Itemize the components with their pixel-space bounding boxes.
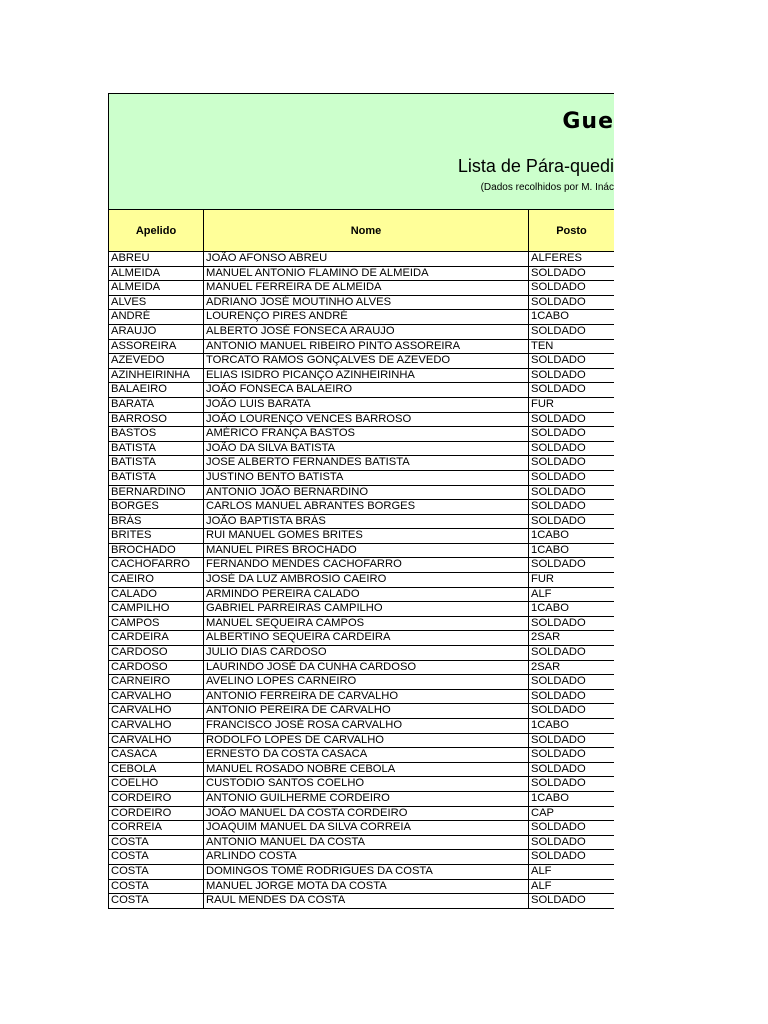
posto-cell: SOLDADO (531, 354, 586, 367)
table-row (108, 325, 614, 340)
table-row (108, 558, 614, 573)
apelido-cell: CORDEIRO (109, 807, 204, 821)
nome-cell: JOSE ALBERTO FERNANDES BATISTA (204, 456, 529, 470)
posto-cell: SOLDADO (531, 646, 586, 659)
table-row (108, 456, 614, 471)
table-row (108, 340, 614, 355)
posto-cell: SOLDADO (531, 821, 586, 834)
apelido-cell: BATISTA (109, 456, 204, 470)
apelido-cell: CASACA (109, 748, 204, 762)
posto-cell: SOLDADO (531, 441, 586, 454)
nome-cell: MANUEL JORGE MOTA DA COSTA (204, 880, 529, 894)
table-row (108, 369, 614, 384)
apelido-cell: ANDRÉ (109, 310, 204, 324)
apelido-cell: CORDEIRO (109, 792, 204, 806)
table-row (108, 719, 614, 734)
posto-cell: SOLDADO (531, 675, 586, 688)
apelido-cell: BALAEIRO (109, 383, 204, 397)
nome-cell: AVELINO LOPES CARNEIRO (204, 675, 529, 689)
table-row (108, 500, 614, 515)
table-row (108, 748, 614, 763)
nome-cell: FERNANDO MENDES CACHOFARRO (204, 558, 529, 572)
nome-cell: ARLINDO COSTA (204, 850, 529, 864)
table-row (108, 296, 614, 311)
posto-cell: SOLDADO (531, 558, 586, 571)
posto-cell: SOLDADO (531, 470, 586, 483)
apelido-cell: COSTA (109, 880, 204, 894)
nome-cell: JOÃO LUIS BARATA (204, 398, 529, 412)
posto-cell: SOLDADO (531, 485, 586, 498)
apelido-cell: BROCHADO (109, 544, 204, 558)
nome-cell: ALBERTINO SEQUEIRA CARDEIRA (204, 631, 529, 645)
posto-cell: SOLDADO (531, 777, 586, 790)
nome-cell: CARLOS MANUEL ABRANTES BORGES (204, 500, 529, 514)
nome-cell: JUSTINO BENTO BATISTA (204, 471, 529, 485)
apelido-cell: AZINHEIRINHA (109, 369, 204, 383)
nome-cell: ELIAS ISIDRO PICANÇO AZINHEIRINHA (204, 369, 529, 383)
nome-cell: MANUEL FERREIRA DE ALMEIDA (204, 281, 529, 295)
table-row (108, 865, 614, 880)
nome-cell: JOÃO MANUEL DA COSTA CORDEIRO (204, 807, 529, 821)
apelido-cell: BASTOS (109, 427, 204, 441)
apelido-cell: BATISTA (109, 442, 204, 456)
table-row (108, 486, 614, 501)
table-row (108, 267, 614, 282)
apelido-cell: BORGES (109, 500, 204, 514)
table-row (108, 471, 614, 486)
posto-cell: SOLDADO (531, 368, 586, 381)
table-row (108, 661, 614, 676)
nome-cell: CUSTODIO SANTOS COELHO (204, 777, 529, 791)
banner-title: Gue (562, 109, 614, 134)
posto-cell: SOLDADO (531, 748, 586, 761)
apelido-cell: CAMPOS (109, 617, 204, 631)
nome-cell: RAUL MENDES DA COSTA (204, 894, 529, 908)
table-row (108, 807, 614, 822)
apelido-cell: ARAUJO (109, 325, 204, 339)
table-row (108, 777, 614, 792)
apelido-cell: ALMEIDA (109, 267, 204, 281)
posto-cell: ALFERES (531, 252, 582, 264)
nome-cell: GABRIEL PARREIRAS CAMPILHO (204, 602, 529, 616)
nome-cell: JOÃO LOURENÇO VENCES BARROSO (204, 413, 529, 427)
nome-cell: ANTONIO PEREIRA DE CARVALHO (204, 704, 529, 718)
nome-cell: JOÃO FONSECA BALAEIRO (204, 383, 529, 397)
apelido-cell: ABREU (109, 252, 204, 266)
apelido-cell: BRITES (109, 529, 204, 543)
posto-cell: SOLDADO (531, 762, 586, 775)
banner-subtitle: Lista de Pára-quedi (457, 156, 614, 176)
nome-cell: DOMINGOS TOMÉ RODRIGUES DA COSTA (204, 865, 529, 879)
nome-cell: ANTONIO MANUEL DA COSTA (204, 836, 529, 850)
posto-cell: SOLDADO (531, 733, 586, 746)
nome-cell: ANTONIO GUILHERME CORDEIRO (204, 792, 529, 806)
apelido-cell: COELHO (109, 777, 204, 791)
table-row (108, 880, 614, 895)
apelido-cell: CALADO (109, 588, 204, 602)
posto-cell: SOLDADO (531, 281, 586, 294)
apelido-cell: ALMEIDA (109, 281, 204, 295)
apelido-cell: CEBOLA (109, 763, 204, 777)
table-row (108, 763, 614, 778)
apelido-cell: CARDOSO (109, 646, 204, 660)
nome-cell: TORCATO RAMOS GONÇALVES DE AZEVEDO (204, 354, 529, 368)
posto-cell: 1CABO (531, 602, 569, 615)
table-row (108, 850, 614, 865)
posto-cell: SOLDADO (531, 850, 586, 863)
apelido-cell: BERNARDINO (109, 486, 204, 500)
table-row (108, 588, 614, 603)
nome-cell: ARMINDO PEREIRA CALADO (204, 588, 529, 602)
apelido-cell: CACHOFARRO (109, 558, 204, 572)
table-row (108, 383, 614, 398)
apelido-cell: CAEIRO (109, 573, 204, 587)
table-row (108, 252, 614, 267)
nome-cell: LAURINDO JOSÉ DA CUNHA CARDOSO (204, 661, 529, 675)
posto-cell: SOLDADO (531, 704, 586, 717)
nome-cell: AMÉRICO FRANÇA BASTOS (204, 427, 529, 441)
nome-cell: ANTONIO MANUEL RIBEIRO PINTO ASSOREIRA (204, 340, 529, 354)
column-header-apelido: Apelido (109, 210, 204, 251)
nome-cell: ANTONIO JOÃO BERNARDINO (204, 486, 529, 500)
apelido-cell: AZEVEDO (109, 354, 204, 368)
table-row (108, 836, 614, 851)
apelido-cell: CARDEIRA (109, 631, 204, 645)
posto-cell: 1CABO (531, 529, 569, 542)
posto-cell: SOLDADO (531, 456, 586, 469)
posto-cell: ALF (531, 587, 552, 600)
nome-cell: ADRIANO JOSÉ MOUTINHO ALVES (204, 296, 529, 310)
table-row (108, 398, 614, 413)
table-row (108, 690, 614, 705)
table-row (108, 310, 614, 325)
posto-cell: ALF (531, 864, 552, 877)
apelido-cell: COSTA (109, 850, 204, 864)
table-row (108, 792, 614, 807)
nome-cell: JULIO DIAS CARDOSO (204, 646, 529, 660)
table-row (108, 646, 614, 661)
nome-cell: MANUEL PIRES BROCHADO (204, 544, 529, 558)
table-row (108, 413, 614, 428)
posto-cell: SOLDADO (531, 689, 586, 702)
posto-cell: SOLDADO (531, 514, 586, 527)
posto-cell: CAP (531, 806, 555, 819)
posto-cell: SOLDADO (531, 427, 586, 440)
table-row (108, 515, 614, 530)
posto-cell: SOLDADO (531, 412, 586, 425)
apelido-cell: COSTA (109, 865, 204, 879)
table-row (108, 281, 614, 296)
nome-cell: ERNESTO DA COSTA CASACA (204, 748, 529, 762)
table-row (108, 602, 614, 617)
posto-cell: SOLDADO (531, 616, 586, 629)
nome-cell: RODOLFO LOPES DE CARVALHO (204, 734, 529, 748)
apelido-cell: CAMPILHO (109, 602, 204, 616)
posto-cell: SOLDADO (531, 383, 586, 396)
apelido-cell: CARDOSO (109, 661, 204, 675)
posto-cell: TEN (531, 339, 554, 352)
posto-cell: SOLDADO (531, 324, 586, 337)
nome-cell: RUI MANUEL GOMES BRITES (204, 529, 529, 543)
posto-cell: 1CABO (531, 791, 569, 804)
apelido-cell: CARVALHO (109, 704, 204, 718)
roster-sheet (108, 93, 614, 909)
posto-cell: 1CABO (531, 310, 569, 323)
apelido-cell: ASSOREIRA (109, 340, 204, 354)
posto-cell: 2SAR (531, 660, 561, 673)
table-row (108, 573, 614, 588)
table-row (108, 442, 614, 457)
nome-cell: ALBERTO JOSÉ FONSECA ARAUJO (204, 325, 529, 339)
table-row (108, 544, 614, 559)
apelido-cell: BATISTA (109, 471, 204, 485)
apelido-cell: COSTA (109, 836, 204, 850)
apelido-cell: BRÁS (109, 515, 204, 529)
posto-cell: SOLDADO (531, 295, 586, 308)
table-row (108, 617, 614, 632)
table-row (108, 821, 614, 836)
apelido-cell: CARVALHO (109, 734, 204, 748)
apelido-cell: BARATA (109, 398, 204, 412)
nome-cell: MANUEL SEQUEIRA CAMPOS (204, 617, 529, 631)
sheet-banner (108, 93, 614, 209)
table-row (108, 894, 614, 909)
nome-cell: JOÃO AFONSO ABREU (204, 252, 529, 266)
nome-cell: JOÃO BAPTISTA BRÁS (204, 515, 529, 529)
table-row (108, 704, 614, 719)
nome-cell: LOURENÇO PIRES ANDRÉ (204, 310, 529, 324)
posto-cell: 1CABO (531, 719, 569, 731)
table-row (108, 354, 614, 369)
apelido-cell: COSTA (109, 894, 204, 908)
nome-cell: MANUEL ANTONIO FLAMINO DE ALMEIDA (204, 267, 529, 281)
posto-cell: FUR (531, 397, 554, 410)
apelido-cell: BARROSO (109, 413, 204, 427)
posto-cell: ALF (531, 879, 552, 892)
posto-cell: 2SAR (531, 631, 561, 644)
apelido-cell: ALVES (109, 296, 204, 310)
nome-cell: MANUEL ROSADO NOBRE CEBOLA (204, 763, 529, 777)
nome-cell: ANTONIO FERREIRA DE CARVALHO (204, 690, 529, 704)
posto-cell: SOLDADO (531, 894, 586, 907)
posto-cell: 1CABO (531, 543, 569, 556)
column-header-nome: Nome (204, 210, 529, 251)
table-row (108, 734, 614, 749)
nome-cell: JOAQUIM MANUEL DA SILVA CORREIA (204, 821, 529, 835)
apelido-cell: CARNEIRO (109, 675, 204, 689)
table-row (108, 675, 614, 690)
posto-cell: SOLDADO (531, 835, 586, 848)
posto-cell: SOLDADO (531, 500, 586, 513)
column-header-posto: Posto (556, 224, 587, 237)
table-row (108, 631, 614, 646)
banner-note: (Dados recolhidos por M. Inác (480, 182, 614, 193)
apelido-cell: CARVALHO (109, 719, 204, 733)
table-header (108, 209, 614, 252)
apelido-cell: CORREIA (109, 821, 204, 835)
nome-cell: FRANCISCO JOSÉ ROSA CARVALHO (204, 719, 529, 733)
table-body (108, 252, 614, 909)
posto-cell: FUR (531, 573, 554, 586)
nome-cell: JOÃO DA SILVA BATISTA (204, 442, 529, 456)
nome-cell: JOSÉ DA LUZ AMBROSIO CAEIRO (204, 573, 529, 587)
table-row (108, 529, 614, 544)
apelido-cell: CARVALHO (109, 690, 204, 704)
posto-cell: SOLDADO (531, 266, 586, 279)
table-row (108, 427, 614, 442)
